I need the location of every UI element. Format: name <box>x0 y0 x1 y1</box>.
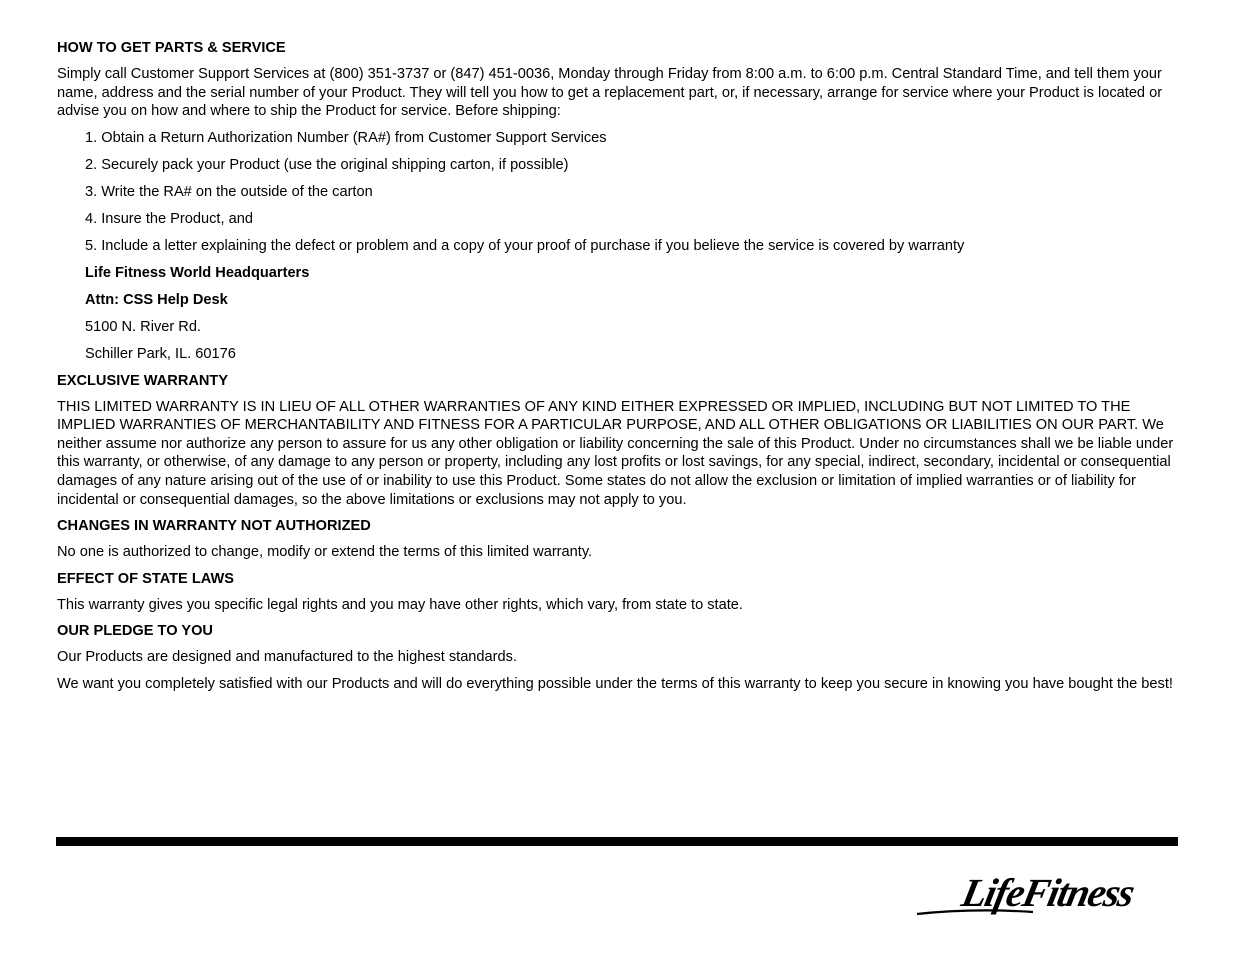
life-fitness-logo-text: LifeFitness <box>957 870 1138 915</box>
step-4: 4. Insure the Product, and <box>85 210 253 227</box>
address-city: Schiller Park, IL. 60176 <box>85 345 236 362</box>
exclusive-warranty-heading: EXCLUSIVE WARRANTY <box>57 372 229 389</box>
changes-heading: CHANGES IN WARRANTY NOT AUTHORIZED <box>57 518 371 535</box>
pledge-text-1: Our Products are designed and manufactured to the highest standards. <box>57 649 517 666</box>
step-1: 1. Obtain a Return Authorization Number (RA#) from Customer Support Services <box>85 129 607 146</box>
exclusive-warranty-text: THIS LIMITED WARRANTY IS IN LIEU OF ALL OTHER WARRANTIES OF ANY KIND EITHER EXPRESSED OR IMPLIED, INCLUDING BUT NOT LIMITED TO THE IMPLIED WARRANTIES OF MERCHANTABILITY AND FITNESS FOR A PARTICULAR PURPOSE, AND ALL OTHER OBLIGATIONS OR LIABILITIES ON OUR PART. We neither assume nor authorize any person to assure for us any other obligation or liability concerning the sale of this Product. Under no circumstances shall we be liable under this warranty, or otherwise, of any damage to any person or property, including any lost profits or lost savings, for any special, indirect, secondary, incidental or consequential damages of any nature arising out of the use of or inability to use this Product. Some states do not allow the exclusion or limitation of implied warranties or of liability for incidental or consequential damages, so the above limitations or exclusions may not apply to you. <box>57 398 1174 508</box>
life-fitness-logo-icon <box>913 868 1178 922</box>
parts-service-intro: Simply call Customer Support Services at (800) 351-3737 or (847) 451-0036, Monday through Friday from 8:00 a.m. to 6:00 p.m. Central Standard Time, and tell them your name, address and the serial number of your Product. They will tell you how to get a replacement part, or, if necessary, arrange for service where your Product is located or advise you on how and where to ship the Product for service. Before shipping: <box>57 66 1163 120</box>
document-page <box>57 39 1178 702</box>
state-laws-text: This warranty gives you specific legal rights and you may have other rights, which vary, from state to state. <box>57 596 743 613</box>
step-2: 2. Securely pack your Product (use the original shipping carton, if possible) <box>85 156 569 173</box>
address-company: Life Fitness World Headquarters <box>85 264 310 281</box>
pledge-heading: OUR PLEDGE TO YOU <box>57 623 213 640</box>
address-street: 5100 N. River Rd. <box>85 318 201 335</box>
address-attn: Attn: CSS Help Desk <box>85 291 228 308</box>
changes-text: No one is authorized to change, modify or extend the terms of this limited warranty. <box>57 544 593 561</box>
footer-rule <box>56 837 1178 846</box>
state-laws-heading: EFFECT OF STATE LAWS <box>57 570 235 587</box>
pledge-text-2: We want you completely satisfied with our Products and will do everything possible under the terms of this warranty to keep you secure in knowing you have bought the best! <box>57 675 1173 692</box>
parts-service-heading: HOW TO GET PARTS & SERVICE <box>57 40 286 56</box>
step-5: 5. Include a letter explaining the defect or problem and a copy of your proof of purchase if you believe the service is covered by warranty <box>85 237 965 254</box>
step-3: 3. Write the RA# on the outside of the carton <box>85 183 373 200</box>
